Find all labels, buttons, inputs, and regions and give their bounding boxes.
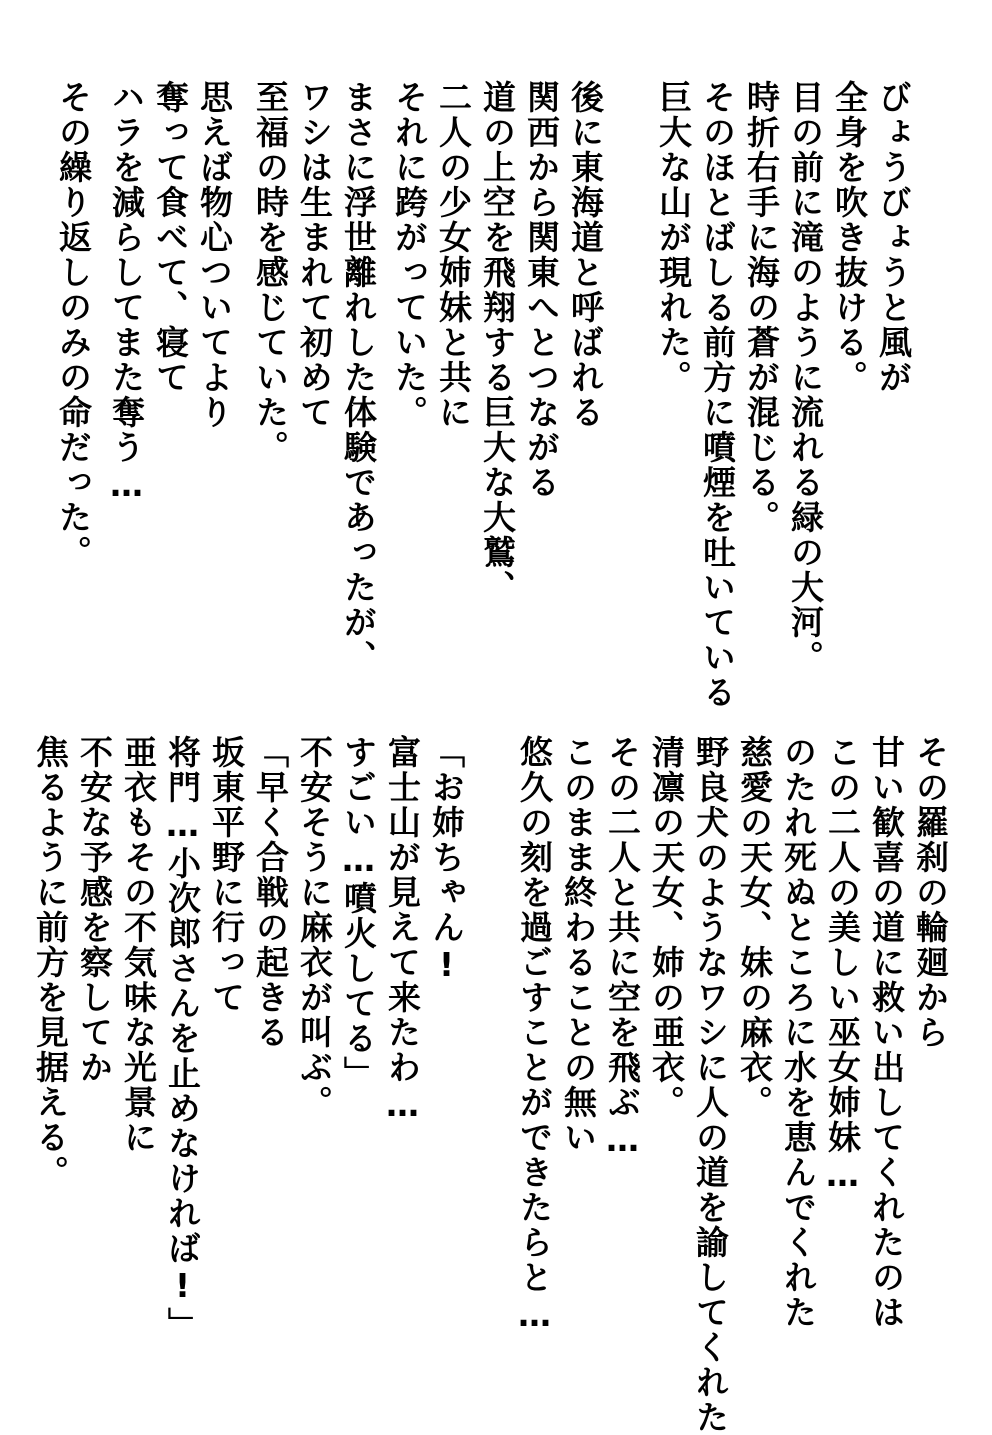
text-line: まさに浮世離れした体験であったが、 [339, 80, 378, 675]
text-line: 関西から関東へとつながる [522, 80, 561, 500]
text-line: このまま終わることの無い [559, 735, 598, 1155]
text-line: 甘い歓喜の道に救い出してくれたのは [867, 735, 906, 1330]
text-line: 将門…小次郎さんを止めなければ!」 [163, 735, 202, 1342]
text-line: 清凛の天女、姉の亜衣。 [647, 735, 686, 1120]
text-line: 道の上空を飛翔する巨大な大鷲、 [478, 80, 517, 605]
text-line: ワシは生まれて初めて [295, 80, 334, 430]
text-line: 巨大な山が現れた。 [654, 80, 693, 395]
text-line: びょうびょうと風が [874, 80, 913, 395]
text-line: 富士山が見えて来たわ… [383, 735, 422, 1126]
text-line: 思えば物心ついてより [195, 80, 234, 430]
text-line: 目の前に滝のように流れる緑の大河。 [786, 80, 825, 675]
text-line: すごい…噴火してる」 [339, 735, 378, 1091]
text-line: 奪って食べて、寝て [151, 80, 190, 395]
text-line: 後に東海道と呼ばれる [566, 80, 605, 430]
text-line: そのほとばしる前方に噴煙を吐いている [698, 80, 737, 710]
text-line: 至福の時を感じていた。 [251, 80, 290, 465]
text-line: 悠久の刻を過ごすことができたらと… [515, 735, 554, 1336]
text-line: 二人の少女姉妹と共に [434, 80, 473, 430]
text-line: 全身を吹き抜ける。 [830, 80, 869, 395]
text-line: その二人と共に空を飛ぶ… [603, 735, 642, 1161]
text-line: 不安そうに麻衣が叫ぶ。 [295, 735, 334, 1120]
text-block-lower [0, 735, 992, 1435]
text-line: この二人の美しい巫女姉妹… [823, 735, 862, 1196]
text-line: 野良犬のようなワシに人の道を諭してくれた [691, 735, 730, 1435]
text-line: のたれ死ぬところに水を恵んでくれた [779, 735, 818, 1330]
text-line: 坂東平野に行って [207, 735, 246, 1015]
text-line: その繰り返しのみの命だった。 [54, 80, 93, 570]
text-line: 慈愛の天女、妹の麻衣。 [735, 735, 774, 1120]
text-line: 「お姉ちゃん! [427, 735, 466, 986]
text-line: その羅刹の輪廻から [911, 735, 950, 1050]
text-line: 亜衣もその不気味な光景に [119, 735, 158, 1155]
text-block-upper [0, 80, 992, 710]
text-line: 「早く合戦の起きる [251, 735, 290, 1050]
text-line: 不安な予感を察してか [75, 735, 114, 1085]
text-line: 時折右手に海の蒼が混じる。 [742, 80, 781, 535]
text-line: それに跨がっていた。 [390, 80, 429, 430]
text-line: ハラを減らしてまた奪う… [107, 80, 146, 506]
text-line: 焦るように前方を見据える。 [31, 735, 70, 1190]
